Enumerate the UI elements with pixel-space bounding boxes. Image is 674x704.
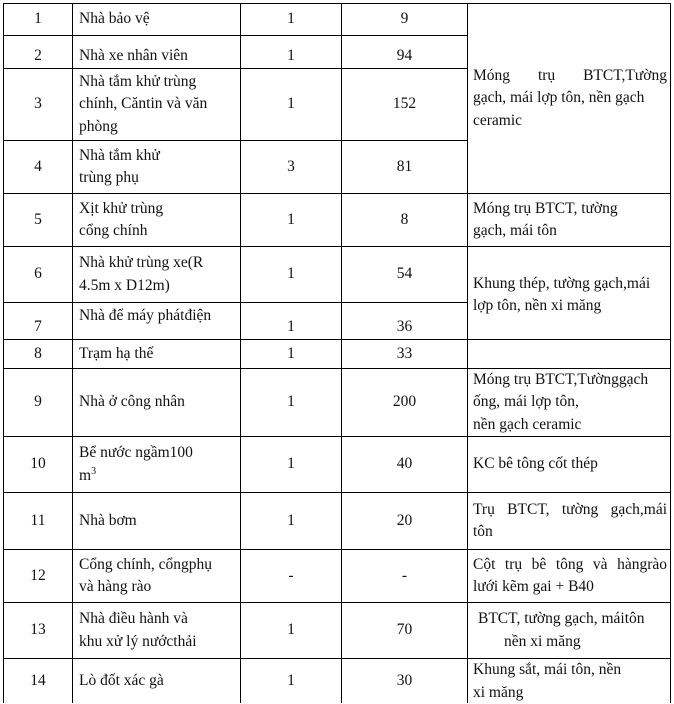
item-name-text: Nhà bảo vệ (79, 8, 236, 31)
row-11-stt (3, 492, 72, 549)
item-name-line: Bể nước ngầm100 (79, 442, 236, 465)
area-text: 152 (342, 93, 467, 116)
structure-line: Khung sắt, mái tôn, nền (473, 659, 667, 682)
unit-text: m (79, 467, 91, 484)
row-9-qty (240, 368, 341, 436)
row-14-qty (240, 658, 341, 703)
row-9-area (341, 368, 467, 436)
stt-text: 14 (4, 670, 72, 693)
area-text: 30 (342, 670, 467, 693)
item-name-text: Nhà xe nhân viên (79, 45, 236, 68)
structure-rows-1-4 (467, 3, 671, 193)
area-text: - (342, 565, 467, 588)
row-6-name (72, 246, 240, 302)
row-13-stt (3, 602, 72, 658)
row-10-area (341, 436, 467, 492)
structure-line: lợp tôn, nền xi măng (473, 295, 667, 318)
item-name-line: Nhà tắm khử (79, 145, 236, 168)
unit-superscript: 3 (91, 466, 96, 477)
area-text: 36 (342, 316, 467, 339)
row-13-area (341, 602, 467, 658)
stt-text: 6 (4, 263, 72, 286)
row-4-stt (3, 140, 72, 193)
structure-line: Khung thép, tường gạch,mái (473, 273, 667, 296)
row-8-stt (3, 339, 72, 368)
structure-line: Móng trụ BTCT,Tườnggạch (473, 369, 667, 392)
row-8-name (72, 339, 240, 368)
structure-line: xi măng (473, 682, 667, 704)
row-14-name (72, 658, 240, 703)
structure-row-8 (467, 339, 671, 368)
item-name-text: Nhà để máy phátđiện (79, 305, 236, 328)
row-7-area (341, 302, 467, 339)
qty-text: 1 (241, 93, 341, 116)
row-7-name (72, 302, 240, 339)
structure-line: lưới kẽm gai + B40 (473, 576, 667, 599)
row-10-stt (3, 436, 72, 492)
item-name-line: cổng chính (79, 220, 236, 243)
qty-text: 1 (241, 619, 341, 642)
structure-row-12 (467, 549, 671, 602)
row-14-area (341, 658, 467, 703)
qty-text: 1 (241, 391, 341, 414)
row-14-stt (3, 658, 72, 703)
qty-text: 1 (241, 8, 341, 31)
item-name-line: chính, Căntin và văn (79, 93, 236, 116)
area-text: 40 (342, 453, 467, 476)
qty-text: 1 (241, 209, 341, 232)
item-name-text: Nhà ở công nhân (79, 391, 236, 414)
item-name-text: Lò đốt xác gà (79, 670, 236, 693)
item-name-text: Trạm hạ thế (79, 343, 236, 366)
row-6-stt (3, 246, 72, 302)
row-6-area (341, 246, 467, 302)
item-name-line: Cổng chính, cổngphụ (79, 554, 236, 577)
row-8-qty (240, 339, 341, 368)
qty-text: 1 (241, 510, 341, 533)
row-13-qty (240, 602, 341, 658)
item-name-line: và hàng rào (79, 576, 236, 599)
area-text: 8 (342, 209, 467, 232)
row-2-stt (3, 35, 72, 68)
structure-line: nền xi măng (478, 631, 667, 654)
structure-row-9 (467, 368, 671, 436)
row-5-stt (3, 193, 72, 246)
structure-row-13 (467, 602, 671, 658)
stt-text: 5 (4, 209, 72, 232)
row-10-qty (240, 436, 341, 492)
stt-text: 8 (4, 343, 72, 366)
row-12-stt (3, 549, 72, 602)
row-3-qty (240, 68, 341, 140)
row-2-qty (240, 35, 341, 68)
row-3-stt (3, 68, 72, 140)
structure-line: BTCT, tường gạch, máitôn (478, 608, 667, 631)
area-text: 54 (342, 263, 467, 286)
item-name-line: khu xử lý nướcthải (79, 631, 236, 654)
qty-text: 1 (241, 343, 341, 366)
row-11-name (72, 492, 240, 549)
item-name-text: Nhà bơm (79, 510, 236, 533)
item-name-line (79, 465, 236, 488)
row-4-name (72, 140, 240, 193)
qty-text: 3 (241, 156, 341, 179)
area-text: 200 (342, 391, 467, 414)
qty-text: 1 (241, 45, 341, 68)
row-2-area (341, 35, 467, 68)
area-text: 70 (342, 619, 467, 642)
row-5-area (341, 193, 467, 246)
area-text: 94 (342, 45, 467, 68)
item-name-line: 4.5m x D12m) (79, 275, 236, 298)
qty-text: - (241, 565, 341, 588)
stt-text: 13 (4, 619, 72, 642)
stt-text: 9 (4, 391, 72, 414)
row-4-qty (240, 140, 341, 193)
structure-line: ống, mái lợp tôn, (473, 391, 667, 414)
row-7-stt (3, 302, 72, 339)
stt-text: 2 (4, 45, 72, 68)
item-name-line: phòng (79, 116, 236, 139)
row-9-stt (3, 368, 72, 436)
area-text: 20 (342, 510, 467, 533)
stt-text: 7 (4, 316, 72, 339)
row-8-area (341, 339, 467, 368)
row-7-qty (240, 302, 341, 339)
structure-line: tôn (473, 521, 667, 544)
row-3-area (341, 68, 467, 140)
row-12-name (72, 549, 240, 602)
area-text: 9 (342, 8, 467, 31)
qty-text: 1 (241, 670, 341, 693)
stt-text: 4 (4, 156, 72, 179)
row-13-name (72, 602, 240, 658)
item-name-line: Xịt khử trùng (79, 198, 236, 221)
structure-row-5 (467, 193, 671, 246)
structure-line: ceramic (473, 110, 667, 133)
row-1-area (341, 3, 467, 35)
structure-row-10 (467, 436, 671, 492)
structure-line: Móng trụ BTCT,Tường (473, 65, 667, 88)
row-12-qty (240, 549, 341, 602)
stt-text: 12 (4, 565, 72, 588)
row-10-name (72, 436, 240, 492)
item-name-line: Nhà khử trùng xe(R (79, 252, 236, 275)
structure-line: Móng trụ BTCT, tường (473, 198, 667, 221)
area-text: 33 (342, 343, 467, 366)
structure-line: Cột trụ bê tông và hàngrào (473, 554, 667, 577)
row-11-qty (240, 492, 341, 549)
stt-text: 1 (4, 8, 72, 31)
stt-text: 3 (4, 93, 72, 116)
row-1-stt (3, 3, 72, 35)
structure-line: nền gạch ceramic (473, 414, 667, 437)
row-2-name (72, 35, 240, 68)
row-5-qty (240, 193, 341, 246)
stt-text: 11 (4, 510, 72, 533)
stt-text: 10 (4, 453, 72, 476)
qty-text: 1 (241, 263, 341, 286)
structure-row-11 (467, 492, 671, 549)
row-9-name (72, 368, 240, 436)
item-name-line: Nhà tắm khử trùng (79, 71, 236, 94)
structure-rows-6-7 (467, 246, 671, 339)
qty-text: 1 (241, 316, 341, 339)
row-1-name (72, 3, 240, 35)
row-5-name (72, 193, 240, 246)
structure-row-14 (467, 658, 671, 703)
row-4-area (341, 140, 467, 193)
item-name-line: Nhà điều hành và (79, 608, 236, 631)
structure-line: gạch, mái lợp tôn, nền gạch (473, 87, 667, 110)
row-12-area (341, 549, 467, 602)
structure-line: gạch, mái tôn (473, 220, 667, 243)
row-3-name (72, 68, 240, 140)
qty-text: 1 (241, 453, 341, 476)
structure-line: Trụ BTCT, tường gạch,mái (473, 499, 667, 522)
row-11-area (341, 492, 467, 549)
area-text: 81 (342, 156, 467, 179)
row-6-qty (240, 246, 341, 302)
structure-line: KC bê tông cốt thép (473, 453, 667, 476)
item-name-line: trùng phụ (79, 167, 236, 190)
row-1-qty (240, 3, 341, 35)
